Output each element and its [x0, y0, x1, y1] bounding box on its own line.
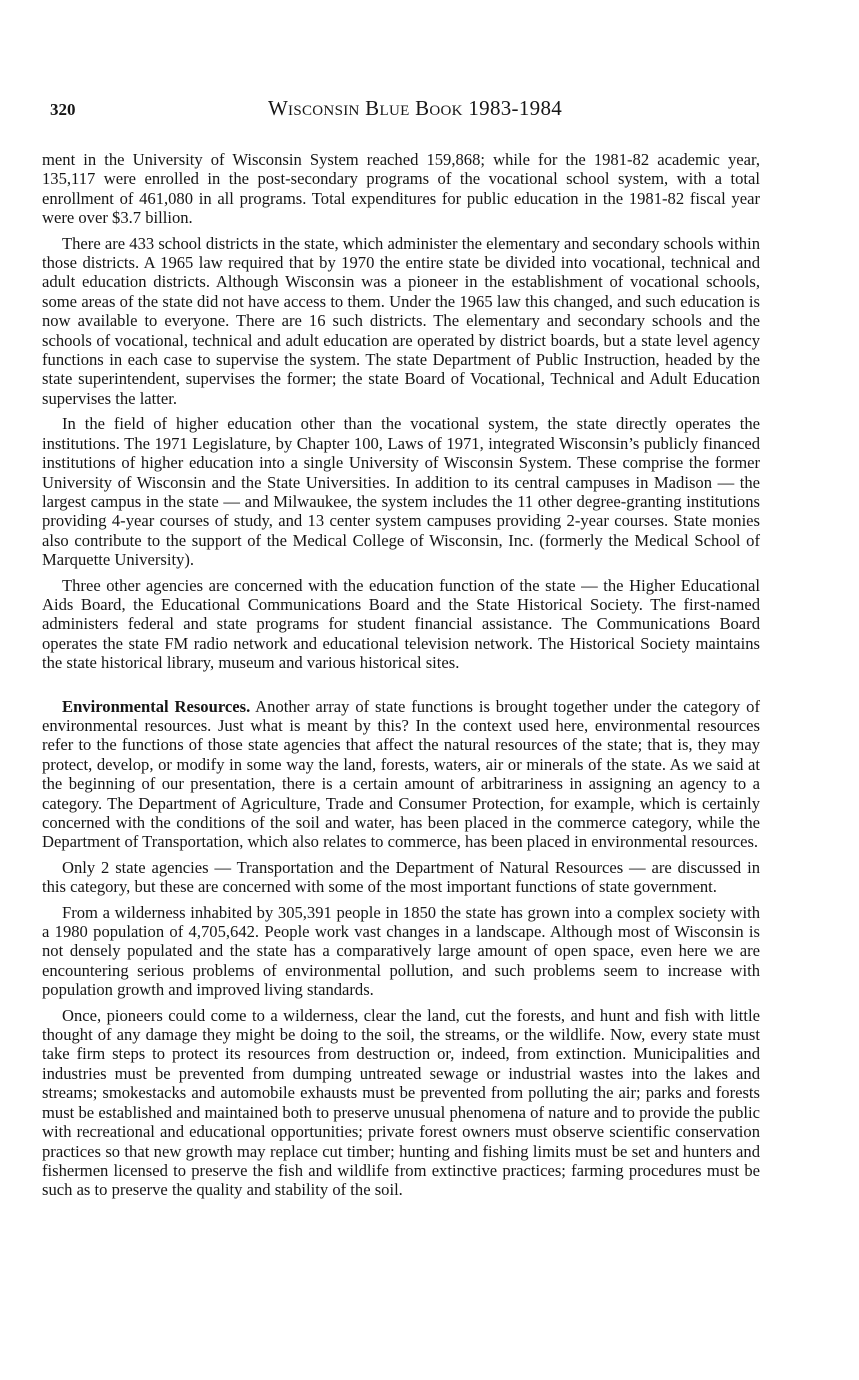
section-heading: Environmental Resources. — [62, 696, 251, 716]
paragraph-text: Only 2 state agencies — Transportation and the Department of Natural Resources — are discussed in this category, but these are concerned with some of the most important functions of state government. — [42, 857, 760, 897]
paragraph-text: There are 433 school districts in the state, which administer the elementary and secondary schools within those districts. A 1965 law required that by 1970 the entire state be divided into vocational, technical and adult education districts. Although Wisconsin was a pioneer in the establishment of vocational schools, some areas of the state did not have access to them. Under the 1965 law this changed, and such education is now available to everyone. There are 16 such districts. The elementary and secondary schools and the schools of vocational, technical and adult education are operated by district boards, but a state level agency functions in each case to supervise the system. The state Department of Public Instruction, headed by the state superintendent, supervises the former; the state Board of Vocational, Technical and Adult Education supervises the latter. — [42, 233, 760, 408]
paragraph-school-districts — [42, 234, 760, 409]
page-number: 320 — [50, 100, 76, 119]
paragraph-pioneers — [42, 1006, 760, 1200]
paragraph-text: Another array of state functions is brought together under the category of environmental resources. Just what is meant by this? In the context used here, environmental resources refer to the functions of those state agencies that affect the natural resources of the state; that is, they may protect, develop, or modify in some way the land, forests, waters, air or minerals of the state. As we said at the beginning of our presentation, there is a certain amount of arbitrariness in assigning an agency to a category. The Department of Agriculture, Trade and Consumer Protection, for example, which is certainly concerned with the conditions of the soil and water, has been placed in the commerce category, while the Department of Transportation, which also relates to commerce, has been placed in environmental resources. — [42, 696, 760, 852]
paragraph-state-agencies — [42, 858, 760, 897]
paragraph-text: In the field of higher education other than the vocational system, the state directly operates the institutions. The 1971 Legislature, by Chapter 100, Laws of 1971, integrated Wisconsin’s publicly financed institutions of higher education into a single University of Wisconsin System. These comprise the former University of Wisconsin and the State Universities. In addition to its central campuses in Madison — the largest campus in the state — and Milwaukee, the system includes the 11 other degree-granting institutions providing 4-year courses of study, and 13 center system campuses providing 2-year courses. State monies also contribute to the support of the Medical College of Wisconsin, Inc. (formerly the Medical School of Marquette University). — [42, 414, 760, 570]
paragraph-population-growth — [42, 903, 760, 1000]
paragraph-higher-education — [42, 414, 760, 569]
paragraph-environmental-resources — [42, 697, 760, 852]
paragraph-text: Three other agencies are concerned with the education function of the state — the Higher Educational Aids Board, the Educational Communications Board and the State Historical Society. The first-named administers federal and state programs for student financial assistance. The Communications Board operates the state FM radio network and educational television network. The Historical Society maintains the state historical library, museum and various historical sites. — [42, 575, 760, 673]
paragraph-other-agencies — [42, 576, 760, 673]
paragraph-text: ment in the University of Wisconsin System reached 159,868; while for the 1981-82 academic year, 135,117 were enrolled in the post-secondary programs of the vocational school system, with a total enrollment of 461,080 in all programs. Total expenditures for public education in the 1981-82 fiscal year were over $3.7 billion. — [42, 150, 760, 228]
paragraph-enrollment-continued — [42, 150, 760, 228]
paragraph-text: Once, pioneers could come to a wilderness, clear the land, cut the forests, and hunt and fish with little thought of any damage they might be doing to the soil, the streams, or the wildlife. Now, every state must take firm steps to protect its resources from destruction or, indeed, from extinction. Municipalities and industries must be prevented from dumping untreated sewage or industrial wastes into the lakes and streams; smokestacks and automobile exhausts must be prevented from polluting the air; parks and forests must be established and maintained both to preserve unusual phenomena of nature and to provide the public with recreational and educational opportunities; private forest owners must observe scientific conservation practices so that new growth may replace cut timber; hunting and fishing limits must be set and hunters and fishermen licensed to preserve the fish and wildlife from extinctive practices; farming procedures must be such as to preserve the quality and stability of the soil. — [42, 1005, 760, 1200]
running-title: Wisconsin Blue Book 1983-1984 — [267, 96, 563, 120]
page-header — [50, 96, 780, 130]
paragraph-text: From a wilderness inhabited by 305,391 people in 1850 the state has grown into a complex society with a 1980 population of 4,705,642. People work vast changes in a landscape. Although most of Wisconsin is not densely populated and the state has a comparatively large amount of open space, even here we are encountering serious problems of environmental pollution, and such problems seem to increase with population growth and improved living standards. — [42, 902, 760, 1000]
body-text — [42, 150, 760, 1206]
